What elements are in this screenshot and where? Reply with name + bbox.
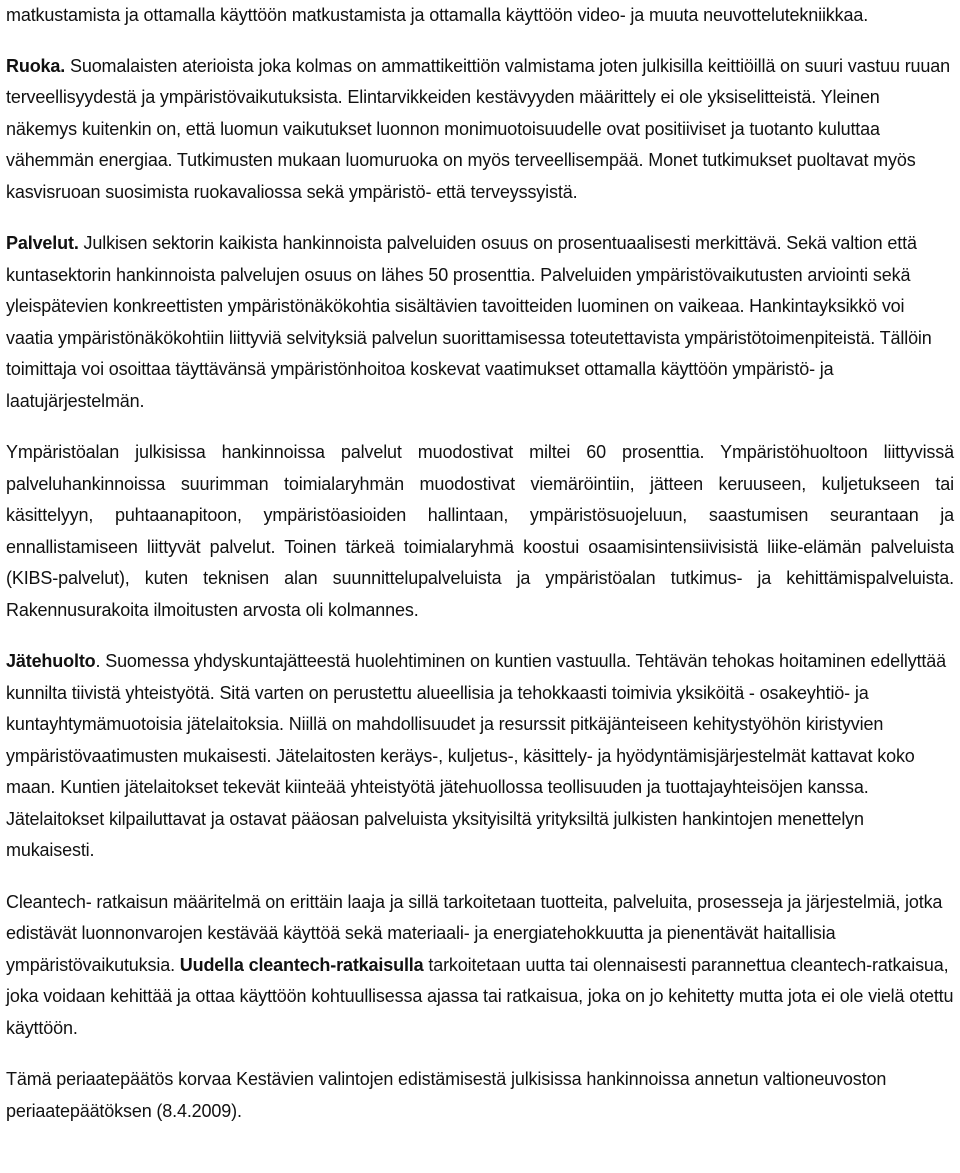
paragraph-text: tarkoitetaan uutta tai olennaisesti parannettua cleantech-ratkaisua, joka voidaan kehittää ja ottaa käyttöön kohtuullisessa ajassa tai ratkaisua, joka on jo kehitetty mutta jota ei ole vielä otettu käyttöön. [6, 954, 954, 1038]
paragraph-text: Tämä periaatepäätös korvaa Kestävien valintojen edistämisestä julkisissa hankinnoissa annetun valtioneuvoston periaatepäätöksen (8.4.2009). [6, 1069, 887, 1121]
paragraph-text: Cleantech- ratkaisun määritelmä on erittäin laaja ja sillä tarkoitetaan tuotteita, palveluita, prosesseja ja järjestelmiä, jotka edistävät luonnonvarojen kestävää käyttöä sekä materiaali- ja energiatehokkuutta ja pienentävät haitallisia ympäristövaikutuksia. [6, 891, 943, 975]
paragraph-waste-management [6, 646, 954, 867]
document-page [6, 0, 954, 1127]
paragraph-food [6, 51, 954, 209]
paragraph-text: Suomalaisten aterioista joka kolmas on ammattikeittiön valmistama joten julkisilla keittiöillä on suuri vastuu ruuan terveellisyydestä ja ympäristövaikutuksista. Elintarvikkeiden kestävyyden määrittely ei ole yksiselitteistä. Yleinen näkemys kuitenkin on, että luomun vaikutukset luonnon monimuotoisuudelle ovat positiiviset ja tuotanto kuluttaa vähemmän energiaa. Tutkimusten mukaan luomuruoka on myös terveellisempää. Monet tutkimukset puoltavat myös kasvisruoan suosimista ruokavaliossa sekä ympäristö- että terveyssyistä. [6, 55, 950, 202]
paragraph-text: . Suomessa yhdyskuntajätteestä huolehtiminen on kuntien vastuulla. Tehtävän tehokas hoitaminen edellyttää kunnilta tiivistä yhteistyötä. Sitä varten on perustettu alueellisia ja tehokkaasti toimivia yksiköitä - osakeyhtiö- ja kuntayhtymämuotoisia jätelaitoksia. Niillä on mahdollisuudet ja resurssit pitkäjänteiseen kehitystyöhön kiristyvien ympäristövaatimusten mukaisesti. Jätelaitosten keräys-, kuljetus-, käsittely- ja hyödyntämisjärjestelmät kattavat koko maan. Kuntien jätelaitokset tekevät kiinteää yhteistyötä jätehuollossa teollisuuden ja tuottajayhteisöjen kanssa. Jätelaitokset kilpailuttavat ja ostavat pääosan palveluista yksityisiltä yrityksiltä julkisten hankintojen menettelyn mukaisesti. [6, 651, 946, 860]
paragraph-services [6, 228, 954, 417]
section-heading-food: Ruoka. [6, 55, 66, 76]
paragraph-text: Julkisen sektorin kaikista hankinnoista palveluiden osuus on prosentuaalisesti merkittävä. Sekä valtion että kuntasektorin hankinnoista palvelujen osuus on lähes 50 prosenttia. Palveluiden ympäristövaikutusten arviointi sekä yleispätevien konkreettisten ympäristönäkökohtia sisältävien tavoitteiden luominen on vaikeaa. Hankintayksikkö voi vaatia ympäristönäkökohtiin liittyviä selvityksiä palvelun suorittamisessa toteutettavista ympäristötoimenpiteistä. Tällöin toimittaja voi osoittaa täyttävänsä ympäristönhoitoa koskevat vaatimukset ottamalla käyttöön ympäristö- ja laatujärjestelmän. [6, 233, 932, 411]
paragraph-cleantech [6, 887, 954, 1045]
paragraph-replacement-note [6, 1064, 954, 1127]
section-heading-services: Palvelut. [6, 233, 79, 253]
paragraph-text: matkustamista ja ottamalla käyttöön matkustamista ja ottamalla käyttöön video- ja muuta neuvottelutekniikkaa. [6, 5, 869, 25]
paragraph-environmental-services [6, 437, 954, 626]
paragraph-travel-continuation [6, 0, 954, 32]
paragraph-text: Ympäristöalan julkisissa hankinnoissa palvelut muodostivat miltei 60 prosenttia. Ympäristöhuoltoon liittyvissä palveluhankinnoissa suurimman toimialaryhmän muodostivat viemäröintiin, jätteen keruuseen, kuljetukseen tai käsittelyyn, puhtaanapitoon, ympäristöasioiden hallintaan, ympäristösuojeluun, saastumisen seurantaan ja ennallistamiseen liittyvät palvelut. Toinen tärkeä toimialaryhmä koostui osaamisintensiivisistä liike-elämän palveluista (KIBS-palvelut), kuten teknisen alan suunnittelupalveluista ja ympäristöalan tutkimus- ja kehittämispalveluista. Rakennusurakoita ilmoitusten arvosta oli kolmannes. [6, 442, 954, 620]
section-heading-waste-management: Jätehuolto [6, 651, 96, 671]
emphasis-new-cleantech-solution: Uudella cleantech-ratkaisulla [179, 954, 424, 975]
